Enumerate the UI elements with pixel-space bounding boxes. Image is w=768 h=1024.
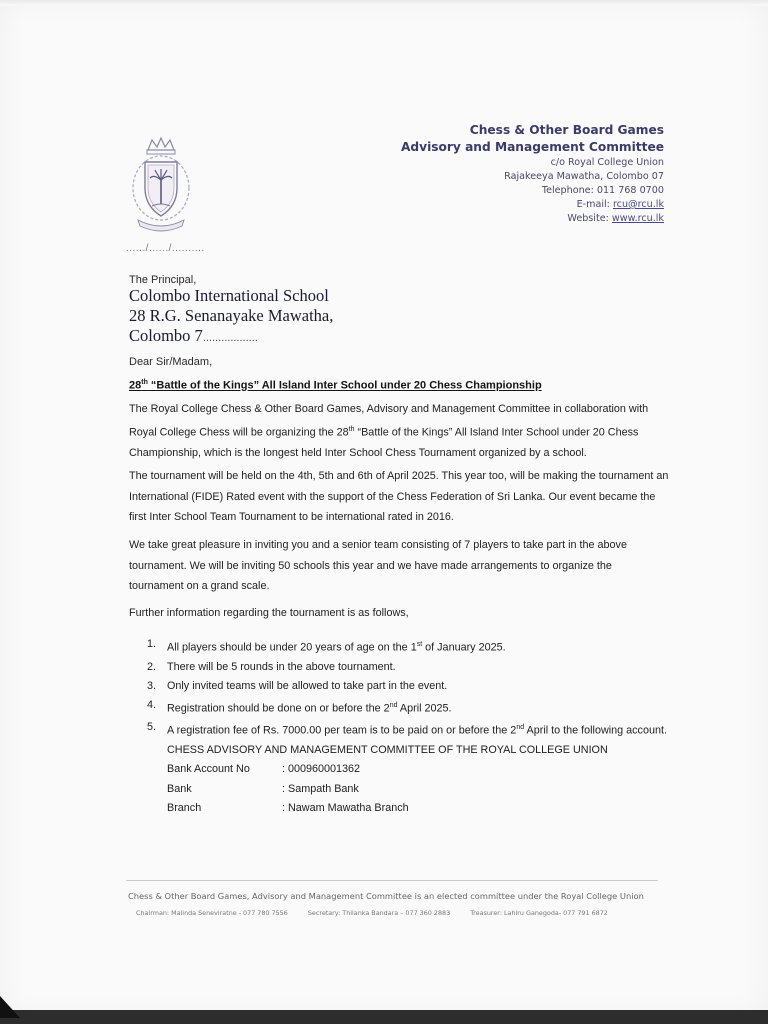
list-text: Only invited teams will be allowed to take part in the event. [167,679,448,692]
footer-officers [136,909,626,917]
bank-value: : Sampath Bank [282,782,359,795]
footer-divider [126,880,658,881]
list-item [147,696,667,719]
org-telephone: Telephone: 011 768 0700 [541,185,664,196]
list-text-end: April to the following account. [524,724,667,737]
org-email-line [401,198,664,212]
bank-details [167,741,667,819]
list-number: 4. [147,698,157,711]
recipient-line-2: 28 R.G. Senanayake Mawatha, [129,306,334,325]
date-placeholder: ....../....../.......... [126,243,205,254]
p1-text-b: “Battle of the Kings” All Island Inter School under 20 Chess Championship, which is the longest held Inter School Chess Tournament organized by a school. [129,426,639,459]
paragraph-dates: The tournament will be held on the 4th, 5th and 6th of April 2025. This year too, will be making the tournament an International (FIDE) Rated event with the support of the Chess Federation of Sri Lanka. Our event became the first Inter School Team Tournament to be international rated in 2016. [129,470,669,523]
recipient-line-1: Colombo International School [129,286,329,305]
footer-secretary: Secretary: Thilanka Bandara – 077 360 2883 [307,909,451,917]
list-item [147,718,667,741]
list-item [147,677,667,696]
recipient-city: Colombo 7 [129,326,203,345]
royal-college-crest-icon [128,136,194,234]
org-name-line-2: Advisory and Management Committee [400,140,664,154]
footer-chairman: Chairman: Malinda Seneviratne - 077 780 7556 [136,909,288,917]
list-number: 2. [147,660,157,673]
bank-label: Bank [167,782,192,795]
organization-header [401,122,664,226]
list-sup: nd [516,724,525,732]
list-item [147,635,667,658]
bank-value: : Nawam Mawatha Branch [282,802,409,815]
list-number: 1. [147,638,157,650]
footer-treasurer: Treasurer: Lahiru Ganegoda- 077 791 6872 [470,909,608,917]
list-number: 3. [147,679,157,692]
p1-sup: th [348,425,355,433]
subject-sup: th [141,379,148,386]
org-website-line [401,212,664,226]
list-number: 5. [147,721,157,734]
list-text: A registration fee of Rs. 7000.00 per team is to be paid on or before the 2 [167,724,517,737]
account-name: CHESS ADVISORY AND MANAGEMENT COMMITTEE OF THE ROYAL COLLEGE UNION [167,743,608,756]
subject-number: 28 [129,379,142,392]
recipient-address [129,274,333,348]
website-label: Website: [567,213,612,224]
email-link[interactable]: rcu@rcu.lk [612,199,664,210]
scan-background-edge [0,1010,768,1024]
list-text: All players should be under 20 years of age on the 1 [167,641,417,654]
paragraph-further-info: Further information regarding the tournament is as follows, [129,607,409,619]
bank-value: : 000960001362 [282,763,361,776]
org-name-line-1: Chess & Other Board Games [469,123,664,137]
to-line: The Principal, [129,274,197,286]
org-address-line-2: Rajakeeya Mawatha, Colombo 07 [504,171,664,182]
bank-label: Branch [167,802,202,815]
paragraph-invitation: We take great pleasure in inviting you and a senior team consisting of 7 players to take part in the above tournament. We will be inviting 50 schools this year and we have made arrangements to organize the tournament on a grand scale. [129,539,627,592]
website-link[interactable]: www.rcu.lk [611,213,664,224]
subject-line [129,379,542,392]
recipient-line-3 [129,326,333,348]
p1-text-a: The Royal College Chess & Other Board Games, Advisory and Management Committee in collaboration with Royal College Chess will be organizing the 28 [129,403,649,439]
list-text-end: April 2025. [397,702,452,715]
list-sup: st [416,641,423,648]
footer-statement: Chess & Other Board Games, Advisory and Management Committee is an elected committee under the Royal College Union [128,891,644,901]
recipient-dots: .................. [202,332,258,344]
org-address-line-1: c/o Royal College Union [550,157,664,168]
list-text: Registration should be done on or before the 2 [167,702,390,715]
list-text: There will be 5 rounds in the above tournament. [167,660,396,673]
salutation: Dear Sir/Madam, [129,356,213,368]
subject-text: “Battle of the Kings” All Island Inter School under 20 Chess Championship [147,379,542,392]
bank-row [167,780,667,800]
paragraph-intro [129,399,669,463]
bank-label: Bank Account No [167,763,250,776]
list-sup: nd [389,701,398,709]
info-list [147,635,667,819]
list-item [147,658,667,677]
bank-row [167,799,667,819]
bank-row [167,760,667,780]
list-text-end: of January 2025. [422,641,506,654]
email-label: E-mail: [576,199,613,210]
